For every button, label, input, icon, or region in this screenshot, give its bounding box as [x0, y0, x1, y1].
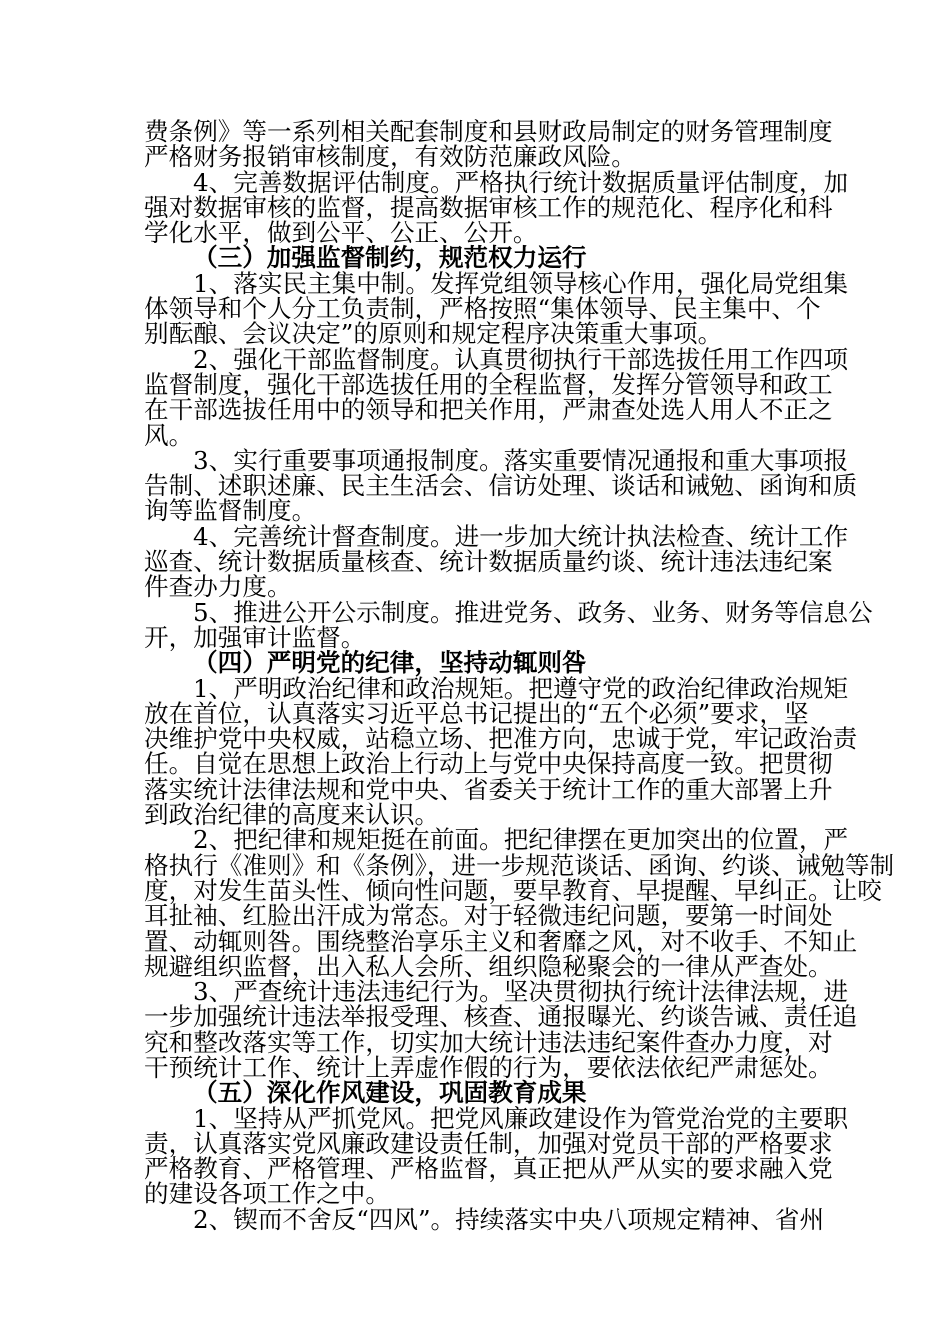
text-line: 5、推进公开公示制度。推进党务、政务、业务、财务等信息公: [193, 597, 873, 627]
text-line: 决维护党中央权威，站稳立场、把准方向，忠诚于党，牢记政治责: [144, 724, 858, 754]
text-line: 强对数据审核的监督，提高数据审核工作的规范化、程序化和科: [144, 192, 833, 222]
text-line: 耳扯袖、红脸出汗成为常态。对于轻微违纪问题，要第一时间处: [144, 901, 833, 931]
text-line: 巡查、统计数据质量核查、统计数据质量约谈、统计违法违纪案: [144, 547, 833, 577]
text-line: 4、完善统计督查制度。进一步加大统计执法检查、统计工作: [193, 521, 849, 551]
text-line: 1、落实民主集中制。发挥党组领导核心作用，强化局党组集: [193, 268, 849, 298]
text-line: 3、实行重要事项通报制度。落实重要情况通报和重大事项报: [193, 445, 849, 475]
text-line: 风。: [144, 420, 194, 450]
text-line: 4、完善数据评估制度。严格执行统计数据质量评估制度，加: [193, 167, 849, 197]
text-line: 的建设各项工作之中。: [144, 1179, 390, 1209]
text-line: 费条例》等一系列相关配套制度和县财政局制定的财务管理制度: [144, 117, 833, 146]
text-line: 在干部选拔任用中的领导和把关作用，严肃查处选人用人不正之: [144, 395, 833, 425]
section-heading: （四）严明党的纪律，坚持动辄则咎: [193, 648, 587, 678]
text-line: 度，对发生苗头性、倾向性问题，要早教育、早提醒、早纠正。让咬: [144, 875, 882, 905]
text-line: 1、坚持从严抓党风。把党风廉政建设作为管党治党的主要职: [193, 1103, 849, 1133]
text-line: 责，认真落实党风廉政建设责任制，加强对党员干部的严格要求: [144, 1128, 833, 1158]
text-line: 干预统计工作、统计上弄虚作假的行为，要依法依纪严肃惩处。: [144, 1052, 833, 1082]
text-line: 3、严查统计违法违纪行为。坚决贯彻执行统计法律法规，进: [193, 977, 849, 1007]
text-line: 体领导和个人分工负责制，严格按照“集体领导、民主集中、个: [144, 294, 821, 324]
text-line: 2、锲而不舍反“四风”。持续落实中央八项规定精神、省州: [193, 1204, 825, 1234]
text-line: 别酝酿、会议决定”的原则和规定程序决策重大事项。: [144, 319, 723, 349]
text-line: 任。自觉在思想上政治上行动上与党中央保持高度一致。把贯彻: [144, 749, 833, 779]
text-line: 告制、述职述廉、民主生活会、信访处理、谈话和诫勉、函询和质: [144, 471, 858, 501]
section-heading: （三）加强监督制约，规范权力运行: [193, 243, 587, 273]
text-line: 置、动辄则咎。围绕整治享乐主义和奢靡之风，对不收手、不知止: [144, 926, 858, 956]
text-line: 严格教育、严格管理、严格监督，真正把从严从实的要求融入党: [144, 1154, 833, 1184]
text-line: 严格财务报销审核制度，有效防范廉政风险。: [144, 142, 636, 172]
text-line: 格执行《准则》和《条例》，进一步规范谈话、函询、约谈、诫勉等制: [144, 850, 895, 880]
text-line: 询等监督制度。: [144, 496, 317, 526]
text-line: 落实统计法律法规和党中央、省委关于统计工作的重大部署上升: [144, 774, 833, 804]
text-line: 学化水平，做到公平、公正、公开。: [144, 218, 538, 248]
text-line: 究和整改落实等工作，切实加大统计违法违纪案件查办力度，对: [144, 1027, 833, 1057]
section-heading: （五）深化作风建设，巩固教育成果: [193, 1078, 587, 1108]
text-line: 规避组织监督，出入私人会所、组织隐秘聚会的一律从严查处。: [144, 951, 833, 981]
text-line: 件查办力度。: [144, 572, 292, 602]
text-line: 放在首位，认真落实习近平总书记提出的“五个必须”要求，坚: [144, 698, 809, 728]
text-line: 2、强化干部监督制度。认真贯彻执行干部选拔任用工作四项: [193, 344, 849, 374]
document-body: [144, 117, 895, 1234]
text-line: 监督制度，强化干部选拔任用的全程监督，发挥分管领导和政工: [144, 369, 833, 399]
text-line: 1、严明政治纪律和政治规矩。把遵守党的政治纪律政治规矩: [193, 673, 849, 703]
text-line: 2、把纪律和规矩挺在前面。把纪律摆在更加突出的位置，严: [193, 825, 849, 855]
text-line: 开，加强审计监督。: [144, 622, 366, 652]
text-line: 到政治纪律的高度来认识。: [144, 800, 440, 830]
text-line: 一步加强统计违法举报受理、核查、通报曝光、约谈告诫、责任追: [144, 1002, 858, 1032]
